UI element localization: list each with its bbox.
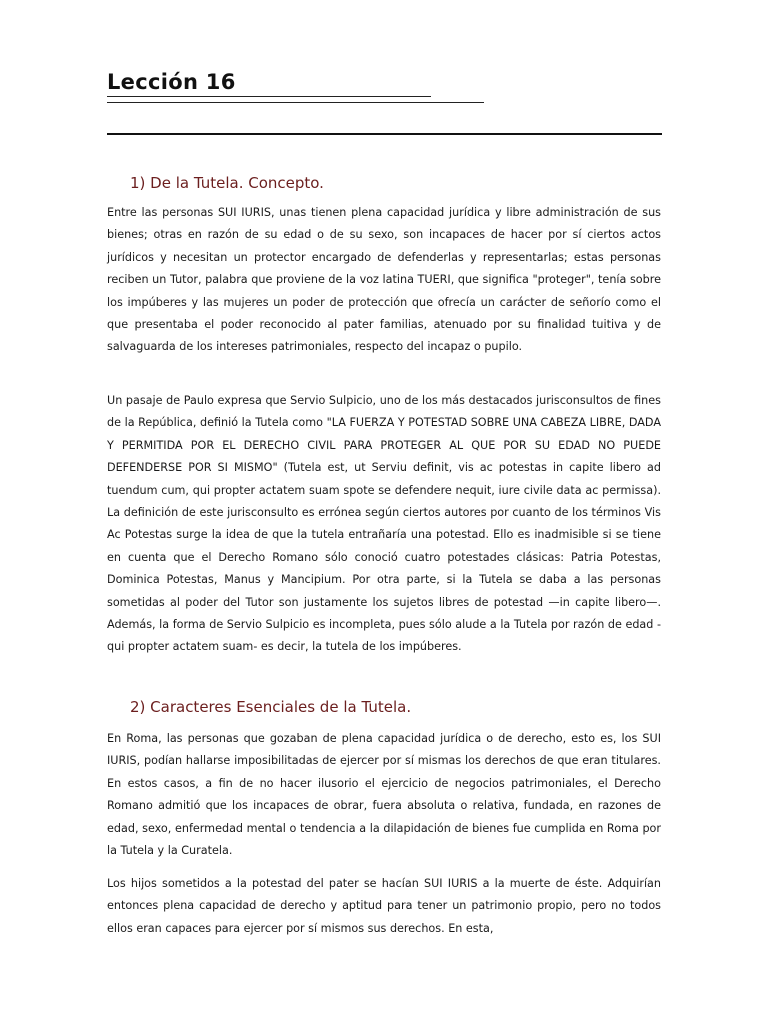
header-divider: [107, 133, 662, 135]
title-underline-short: [107, 96, 431, 97]
section-heading-tutela-concepto: 1) De la Tutela. Concepto.: [130, 174, 324, 192]
section-heading-caracteres-esenciales: 2) Caracteres Esenciales de la Tutela.: [130, 698, 412, 716]
paragraph: Los hijos sometidos a la potestad del pater se hacían SUI IURIS a la muerte de éste. Adquirían entonces plena capacidad de derecho y aptitud para tener un patrimonio propio, pero no todos ellos eran capaces para ejercer por sí mismos sus derechos. En esta,: [107, 877, 661, 935]
page-title: Lección 16: [107, 70, 236, 94]
title-underline-long: [107, 102, 484, 103]
paragraph: Entre las personas SUI IURIS, unas tienen plena capacidad jurídica y libre administración de sus bienes; otras en razón de su edad o de su sexo, son incapaces de hacer por sí ciertos actos jurídicos y necesitan un protector encargado de defenderlas y representarlas; estas personas reciben un Tutor, palabra que proviene de la voz latina TUERI, que significa "proteger", tenía sobre los impúberes y las mujeres un poder de protección que ofrecía un carácter de señorío como el que presentaba el poder reconocido al pater familias, atenuado por su finalidad tuitiva y de salvaguarda de los intereses patrimoniales, respecto del incapaz o pupilo.: [107, 206, 661, 354]
paragraph: En Roma, las personas que gozaban de plena capacidad jurídica o de derecho, esto es, los SUI IURIS, podían hallarse imposibilitadas de ejercer por sí mismas los derechos de que eran titulares. En estos casos, a fin de no hacer ilusorio el ejercicio de negocios patrimoniales, el Derecho Romano admitió que los incapaces de obrar, fuera absoluta o relativa, fundada, en razones de edad, sexo, enfermedad mental o tendencia a la dilapidación de bienes fue cumplida en Roma por la Tutela y la Curatela.: [107, 732, 661, 858]
paragraph: Un pasaje de Paulo expresa que Servio Sulpicio, uno de los más destacados jurisconsultos de fines de la República, definió la Tutela como "LA FUERZA Y POTESTAD SOBRE UNA CABEZA LIBRE, DADA Y PERMITIDA POR EL DERECHO CIVIL PARA PROTEGER AL QUE POR SU EDAD NO PUEDE DEFENDERSE POR SI MISMO" (Tutela est, ut Serviu definit, vis ac potestas in capite libero ad tuendum cum, qui propter actatem suam spote se defendere nequit, iure civile data ac permissa). La definición de este jurisconsulto es errónea según ciertos autores por cuanto de los términos Vis Ac Potestas surge la idea de que la tutela entrañaría una potestad. Ello es inadmisible si se tiene en cuenta que el Derecho Romano sólo conoció cuatro potestades clásicas: Patria Potestas, Dominica Potestas, Manus y Mancipium. Por otra parte, si la Tutela se daba a las personas sometidas al poder del Tutor son justamente los sujetos libres de potestad —in capite libero—. Además, la forma de Servio Sulpicio es incompleta, pues sólo alude a la Tutela por razón de edad -qui propter actatem suam- es decir, la tutela de los impúberes.: [107, 394, 661, 654]
